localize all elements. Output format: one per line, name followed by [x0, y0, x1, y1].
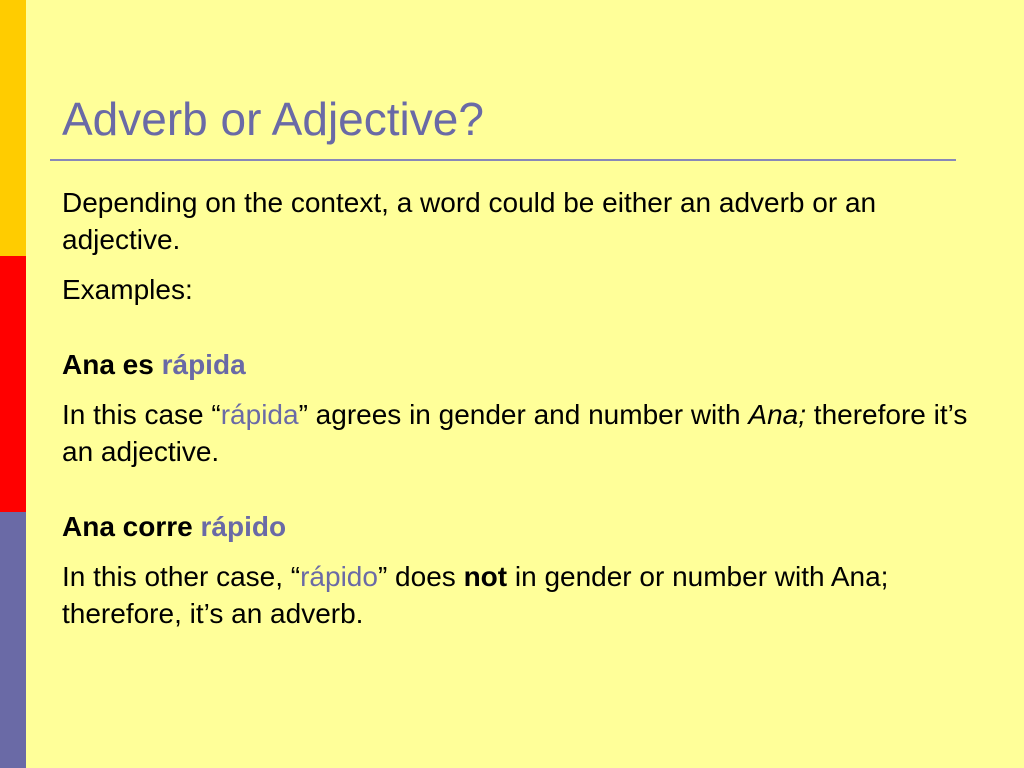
title-underline	[50, 159, 956, 161]
example1-heading-text: Ana es	[62, 349, 162, 380]
example1-heading	[62, 346, 992, 383]
example2-explanation-post: in gender or number with Ana; therefore, it’s an adverb.	[62, 561, 889, 629]
slide-title: Adverb or Adjective?	[62, 93, 484, 145]
example1-explanation-mid: ” agrees in gender and number with	[298, 399, 749, 430]
example2-heading-word: rápido	[200, 511, 287, 542]
intro-text: Depending on the context, a word could be either an adverb or an adjective.	[62, 187, 877, 255]
example2-explanation-word: rápido	[300, 561, 378, 592]
example1-explanation-pre: In this case “	[62, 399, 221, 430]
example1-explanation	[62, 396, 992, 470]
example2-explanation-bold: not	[463, 561, 508, 592]
example2-explanation	[62, 558, 992, 632]
slide-content	[62, 184, 992, 632]
example2-explanation-mid: ” does	[377, 561, 464, 592]
example2-explanation-pre: In this other case, “	[62, 561, 301, 592]
side-bar-red	[0, 256, 26, 512]
example2-heading	[62, 508, 992, 545]
side-bar-purple	[0, 512, 26, 768]
side-bar-yellow	[0, 0, 26, 256]
examples-label: Examples:	[62, 274, 193, 305]
example1-heading-word: rápida	[161, 349, 246, 380]
example1-explanation-italic: Ana;	[748, 399, 807, 430]
example1-explanation-post: therefore it’s an adjective.	[62, 399, 968, 467]
example2-heading-text: Ana corre	[62, 511, 201, 542]
example1-explanation-word: rápida	[220, 399, 299, 430]
